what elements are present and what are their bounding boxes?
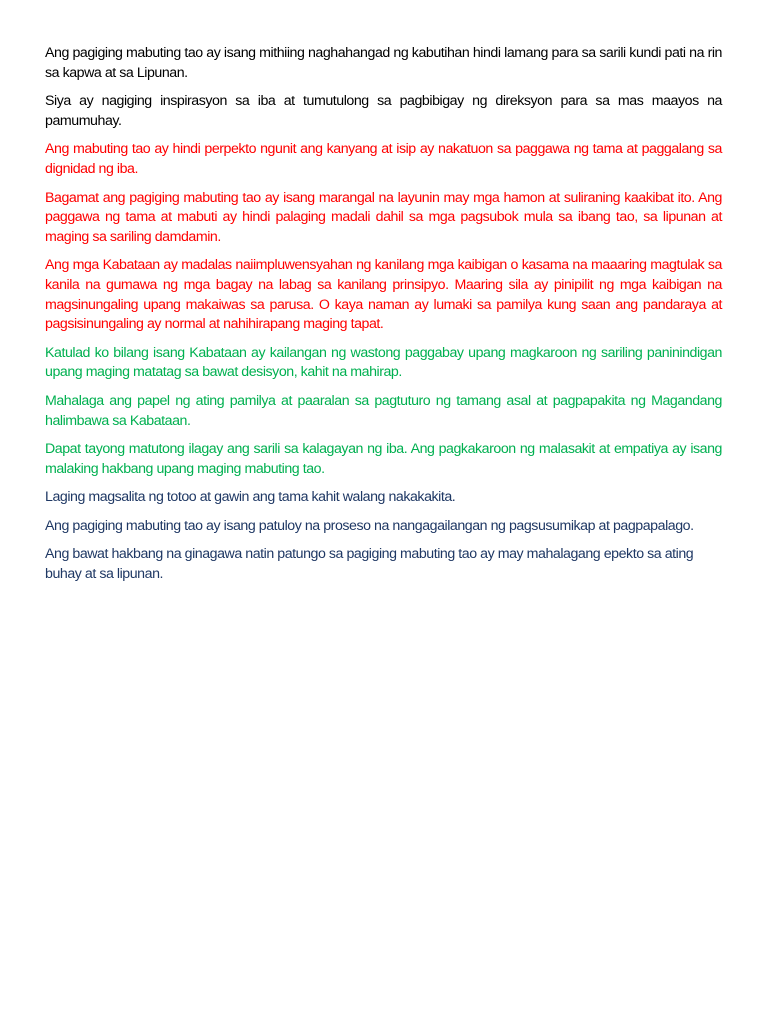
paragraph-9: Laging magsalita ng totoo at gawin ang tama kahit walang nakakakita. [45,489,456,506]
paragraph-10: Ang pagiging mabuting tao ay isang patuloy na proseso na nangagailangan ng pagsusumikap at pagpapalago. [45,517,694,534]
paragraph-1: Ang pagiging mabuting tao ay isang mithiing naghahangad ng kabutihan hindi lamang para sa sarili kundi pati na rin sa kapwa at sa Lipunan. [45,45,722,81]
paragraph-11: Ang bawat hakbang na ginagawa natin patungo sa pagiging mabuting tao ay may mahalagang epekto sa ating buhay at sa lipunan. [45,546,694,583]
paragraph-8: Dapat tayong matutong ilagay ang sarili sa kalagayan ng iba. Ang pagkakaroon ng malasakit at empatiya ay isang malaking hakbang upang maging mabuting tao. [45,441,722,477]
paragraph-2: Siya ay nagiging inspirasyon sa iba at tumutulong sa pagbibigay ng direksyon para sa mas maayos na pamumuhay. [45,93,722,129]
paragraph-3: Ang mabuting tao ay hindi perpekto ngunit ang kanyang at isip ay nakatuon sa paggawa ng tama at paggalang sa dignidad ng iba. [45,141,722,177]
paragraph-7: Mahalaga ang papel ng ating pamilya at paaralan sa pagtuturo ng tamang asal at pagpapakita ng Magandang halimbawa sa Kabataan. [45,392,722,429]
paragraph-6: Katulad ko bilang isang Kabataan ay kailangan ng wastong paggabay upang magkaroon ng sariling paninindigan upang maging matatag sa bawat desisyon, kahit na mahirap. [45,344,722,381]
paragraph-5: Ang mga Kabataan ay madalas naiimpluwensyahan ng kanilang mga kaibigan o kasama na maaaring magtulak sa kanila na gumawa ng mga bagay na labag sa kanilang prinsipyo. Maaring sila ay pinipilit ng mga kaibigan na magsinungaling upang makaiwas sa parusa. O kaya naman ay lumaki sa pamilya kung saan ang pandaraya at pagsisinungaling ay normal at nahihirapang maging tapat. [45,257,722,333]
paragraph-4: Bagamat ang pagiging mabuting tao ay isang marangal na layunin may mga hamon at suliraning kaakibat ito. Ang paggawa ng tama at mabuti ay hindi palaging madali dahil sa mga pagsubok mula sa ibang tao, sa lipunan at maging sa sariling damdamin. [45,189,722,245]
